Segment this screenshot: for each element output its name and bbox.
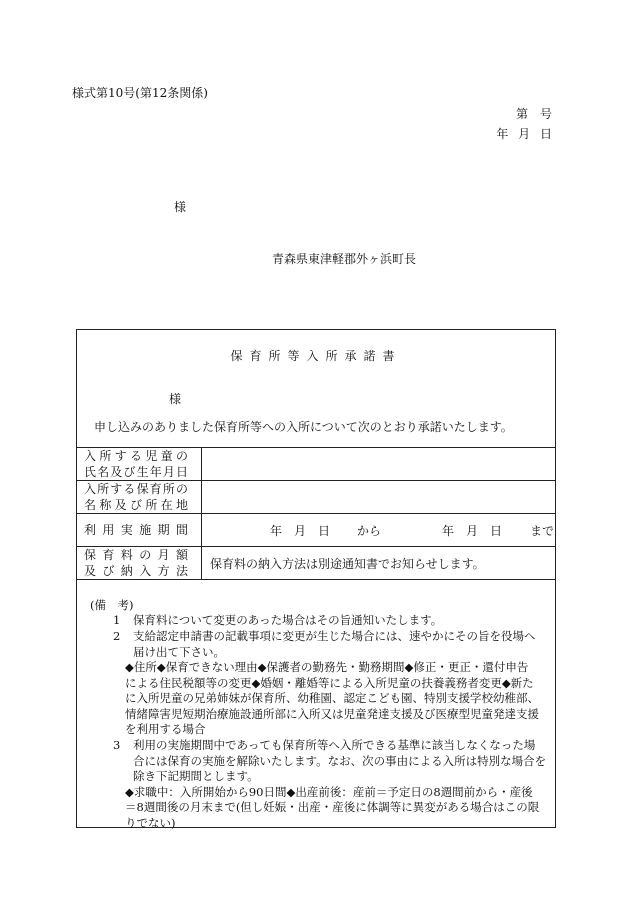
fee-label-line2: 及び納入方法 bbox=[84, 564, 188, 578]
period-to-word: まで bbox=[530, 524, 555, 538]
document-number: 第 号 bbox=[515, 107, 552, 121]
child-label-line1: 入所する児童の bbox=[84, 449, 188, 463]
fields-table bbox=[76, 447, 556, 580]
table-row bbox=[77, 448, 556, 481]
acceptance-form-box bbox=[76, 329, 556, 828]
child-label bbox=[77, 448, 202, 481]
period-to-date: 年 月 日 bbox=[442, 524, 503, 538]
fee-label bbox=[77, 547, 202, 580]
facility-label-line1: 入所する保育所の bbox=[84, 482, 188, 496]
remark-text: 保育料について変更のあった場合はその旨通知いたします。 bbox=[133, 613, 443, 627]
table-row bbox=[77, 547, 556, 580]
period-from-word: から bbox=[357, 524, 382, 538]
child-value[interactable] bbox=[202, 448, 556, 481]
table-row bbox=[77, 481, 556, 514]
period-value[interactable] bbox=[202, 514, 556, 547]
form-title: 保育所等入所承諾書 bbox=[230, 349, 402, 363]
remark-text-line: 除き下記期間とします。 bbox=[133, 769, 259, 783]
remark-sub-line: りでない) bbox=[125, 815, 176, 830]
remark-number: 1 bbox=[113, 613, 121, 627]
period-from-date: 年 月 日 bbox=[270, 524, 331, 538]
period-label-text: 利用実施期間 bbox=[84, 523, 188, 537]
remarks-heading: (備 考) bbox=[90, 598, 134, 612]
remark-text-line: 合には保育の実施を解除いたします。なお、次の事由による入所は特別な場合を bbox=[133, 753, 547, 768]
remark-sub-line: による住民税額等の変更◆婚姻・離婚等による入所児童の扶養義務者変更◆新た bbox=[125, 675, 534, 690]
facility-label-line2: 名称及び所在地 bbox=[84, 498, 188, 512]
remark-text-line: 支給認定申請書の記載事項に変更が生じた場合には、速やかにその旨を役場へ bbox=[133, 629, 536, 643]
facility-value[interactable] bbox=[202, 481, 556, 514]
form-number: 様式第10号(第12条関係) bbox=[72, 86, 208, 100]
remark-sub-line: を利用する場合 bbox=[125, 722, 206, 736]
acceptance-statement: 申し込みのありました保育所等への入所について次のとおり承諾いたします。 bbox=[94, 420, 513, 434]
remark-number: 2 bbox=[113, 629, 121, 643]
child-label-line2: 氏名及び生年月日 bbox=[84, 465, 188, 479]
fee-value: 保育料の納入方法は別途通知書でお知らせします。 bbox=[202, 547, 556, 580]
remark-sub-line: ＝8週間後の月末まで(但し妊娠・出産・産後に体調等に異変がある場合はこの限 bbox=[125, 800, 540, 814]
box-addressee-suffix: 様 bbox=[169, 392, 182, 406]
remark-text-line: 利用の実施期間中であっても保育所等へ入所できる基準に該当しなくなった場 bbox=[133, 738, 536, 752]
remark-sub-line: 情緒障害児短期治療施設通所部に入所又は児童発達支援及び医療型児童発達支援 bbox=[125, 706, 539, 721]
table-row bbox=[77, 514, 556, 547]
remark-sub-line: に入所児童の兄弟姉妹が保育所、幼稚園、認定こども園、特別支援学校幼稚部、 bbox=[125, 691, 539, 705]
remark-number: 3 bbox=[113, 738, 121, 752]
remark-sub-line: ◆住所◆保育できない理由◆保護者の勤務先・勤務期間◆修正・更正・還付申告 bbox=[125, 660, 529, 674]
remark-sub-line: ◆求職中：入所開始から90日間◆出産前後：産前＝予定日の8週間前から・産後 bbox=[125, 784, 533, 799]
addressee-suffix: 様 bbox=[174, 200, 187, 214]
fee-label-line1: 保育料の月額 bbox=[84, 548, 188, 562]
remark-text-line: 届け出て下さい。 bbox=[133, 644, 225, 659]
issuer-name: 青森県東津軽郡外ヶ浜町長 bbox=[272, 252, 417, 266]
period-label bbox=[77, 514, 202, 547]
facility-label bbox=[77, 481, 202, 514]
document-date: 年 月 日 bbox=[496, 127, 552, 141]
